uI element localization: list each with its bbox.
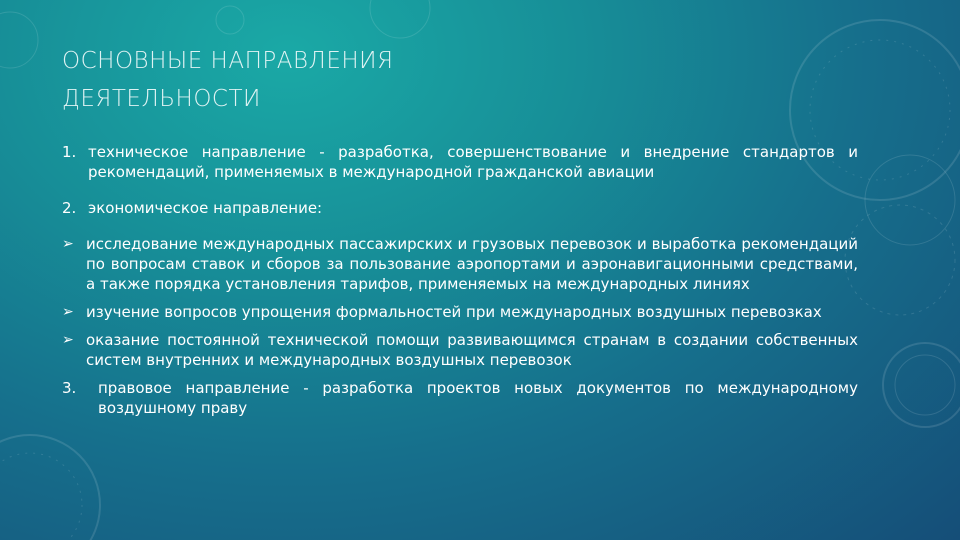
arrow-bullet-icon: ➢ bbox=[62, 236, 74, 252]
list-number: 1. bbox=[62, 143, 77, 161]
slide-title bbox=[62, 42, 662, 118]
list-number: 2. bbox=[62, 199, 77, 217]
list-item-text: техническое направление - разработка, совершенствование и внедрение стандартов и рекомендаций, применяемых в международной гражданской авиации bbox=[88, 143, 858, 181]
slide-title-line-2: ДЕЯТЕЛЬНОСТИ bbox=[62, 86, 261, 112]
list-item-text: оказание постоянной технической помощи развивающимся странам в создании собственных систем внутренних и международных воздушных перевозок bbox=[86, 331, 858, 369]
list-item-text: правовое направление - разработка проектов новых документов по международному воздушному праву bbox=[98, 379, 858, 417]
arrow-bullet-icon: ➢ bbox=[62, 304, 74, 320]
slide-content bbox=[62, 142, 858, 418]
list-item-assistance bbox=[62, 330, 858, 370]
list-number: 3. bbox=[62, 379, 77, 397]
list-item-text: исследование международных пассажирских и грузовых перевозок и выработка рекомендаций по вопросам ставок и сборов за пользование аэропортами и аэронавигационными средствами, а также порядка установления тарифов, применяемых на международных линиях bbox=[86, 235, 858, 293]
list-item-legal bbox=[62, 378, 858, 418]
arrow-bullet-icon: ➢ bbox=[62, 332, 74, 348]
list-item-text: изучение вопросов упрощения формальностей при международных воздушных перевозках bbox=[86, 303, 822, 321]
list-item-research bbox=[62, 234, 858, 294]
list-item-simplification bbox=[62, 302, 858, 322]
list-item-text: экономическое направление: bbox=[88, 199, 323, 217]
list-item-economic bbox=[62, 198, 858, 218]
slide-title-line-1: ОСНОВНЫЕ НАПРАВЛЕНИЯ bbox=[62, 48, 394, 74]
list-item-technical bbox=[62, 142, 858, 182]
